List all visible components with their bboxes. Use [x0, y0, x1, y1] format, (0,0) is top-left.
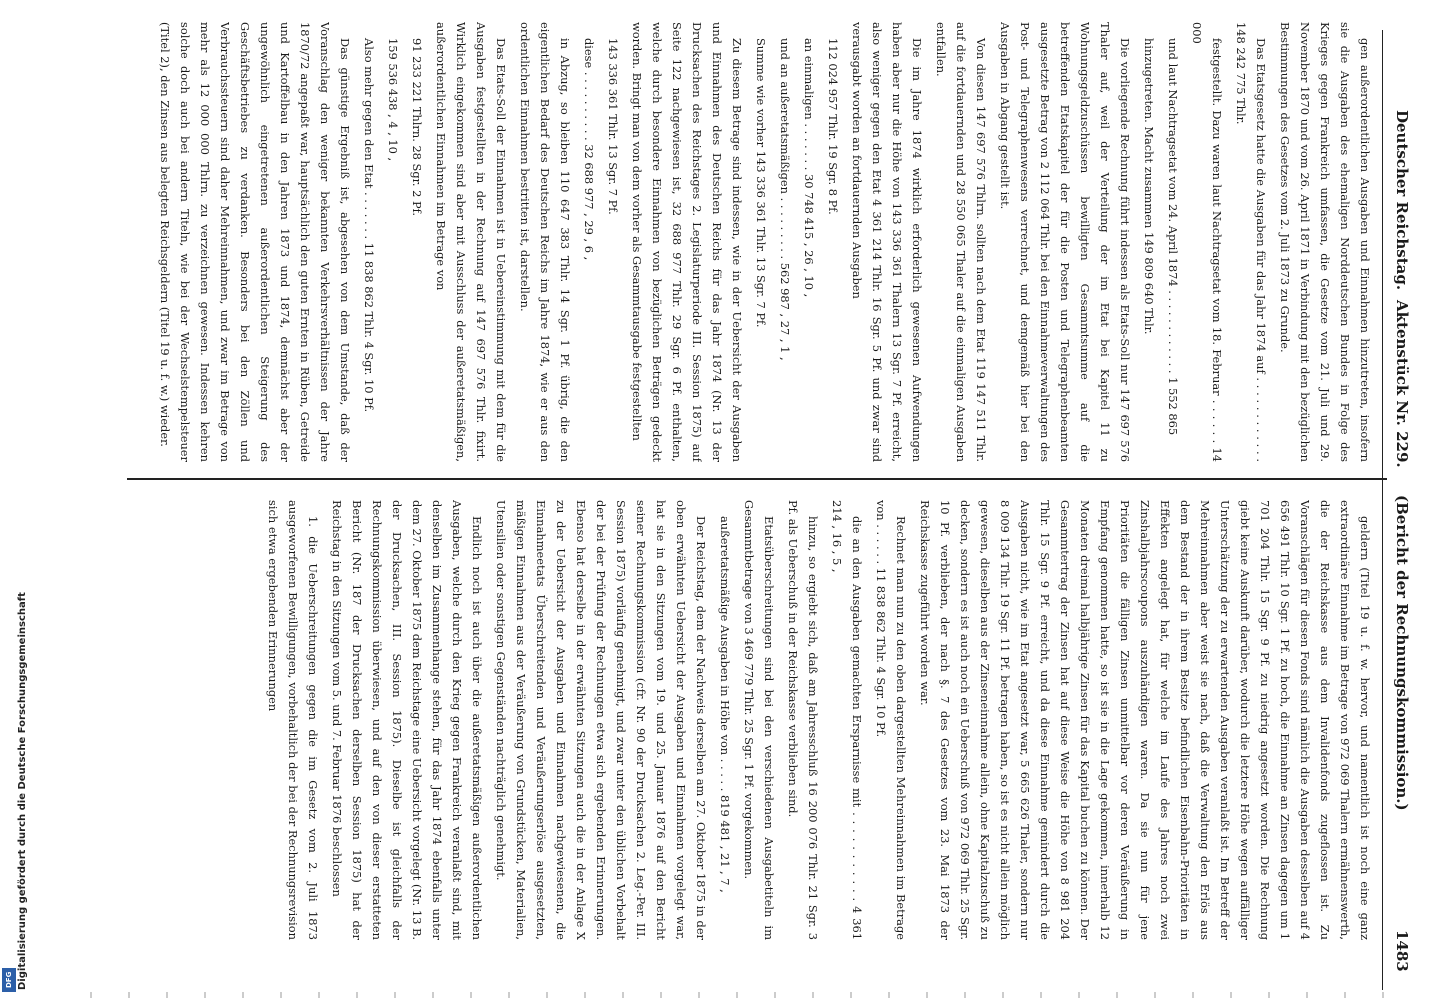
- paragraph: 1. die Ueberschreitungen gegen die im Gesetz vom 2. Juli 1873 ausgeworfenen Bewilligungen, vorbehaltlich der bei der Rechnungsrevision sich etwa ergebenden Erinnerungen: [266, 500, 320, 940]
- header-issue-number: Aktenstück Nr. 229.: [1393, 300, 1411, 468]
- paragraph: außeretatsmäßige Ausgaben in Höhe von . . . . . 819 481 , 21 , 7 ,: [718, 516, 732, 893]
- paragraph: Etatsüberschreitungen sind bei den verschiedenen Ausgabetiteln im Gesammtbetrage von 3 469 779 Thlr. 25 Sgr. 1 Pf. vorgekommen.: [742, 500, 776, 940]
- paragraph: 112 024 957 Thlr. 19 Sgr. 8 Pf.: [826, 38, 840, 215]
- paragraph: Die vorliegende Rechnung führt indessen als Etats-Soll nur 147 697 576 Thaler auf, weil der Verteilung der im Etat bei Kapitel 11 zu Wohnungsgeldzuschüssen bewilligten Gesammtsumme auf die betreffenden Etatskapitel der für die Posten und Telegraphenbeamten ausgesetzte Betrag von 2 112 064 Thlr. bei den Einnahmeverwaltungen des Post- und Telegraphenwesens verrechnet, und demgemäß hier bei den Ausgaben in Abgang gestellt ist.: [998, 22, 1132, 462]
- paragraph: Zu diesem Betrage sind indessen, wie in der Uebersicht der Ausgaben und Einnahmen des Deutschen Reichs für das Jahr 1874 (Nr. 13 der Drucksachen des Reichstages 2. Legislaturperiode III. Session 1875) auf Seite 122 nachgewiesen ist, 32 688 977 Thlr. 29 Sgr. 6 Pf. enthalten, welche durch besondere Einnahmen von bezüglichen Beträgen gedeckt worden. Bringt man von dem vorher als Gesammtausgabe festgestellten: [630, 22, 744, 462]
- paragraph: die an den Ausgaben gemachten Ersparnisse mit . . . . . . . . . . . 4 361 214 , 16 , 5 ,: [830, 500, 864, 940]
- header-rule: [1382, 30, 1383, 990]
- paragraph: Rechnet man nun zu den oben dargestellten Mehreinnahmen im Betrage von . . . . . . 11 838 862 Thlr. 4 Sgr. 10 Pf.: [874, 500, 908, 940]
- paragraph: Summe wie vorher 143 336 361 Thlr. 13 Sgr. 7 Pf.: [754, 38, 768, 328]
- paragraph: Endlich noch ist auch über die außeretatsmäßigen außerordentlichen Ausgaben, welche durch den Krieg gegen Frankreich veranlaßt sind, mit denselben im Zusammenhange stehen, für das Jahr 1874 ebenfalls unter dem 27. Oktober 1875 dem Reichstage eine Uebersicht vorgelegt (Nr. 13 B. der Drucksachen, III. Session 1875). Dieselbe ist gleichfalls der Rechnungskommission überwiesen, und auf den von dieser erstatteten Bericht (Nr. 187 der Drucksachen derselben Session 1875) hat der Reichstag in den Sitzungen vom 5. und 7. Februar 1876 beschlossen: [330, 500, 484, 940]
- right-column: [125, 500, 1375, 940]
- paragraph: Das Etats-Soll der Einnahmen ist in Uebereinstimmung mit dem für die Ausgaben festgestellten in der Rechnung auf 147 697 576 Thlr. fixirt. Wirklich eingekommen sind aber mit Ausschluss der außeretatsmäßigen, außerordentlichen Einnahmen im Betrage von: [434, 22, 508, 462]
- paragraph: 159 536 438 , 4 , 10 ,: [386, 38, 400, 162]
- page-inner: [112, 0, 1417, 1000]
- running-header: [1385, 0, 1411, 1000]
- dfg-logo: DFG: [2, 968, 16, 992]
- header-right-title: (Bericht der Rechnungskommission.): [1393, 495, 1411, 811]
- digitization-credit-text: Digitalisierung gefördert durch die Deutsche Forschungsgemeinschaft: [17, 592, 28, 990]
- paragraph: Das günstige Ergebniß ist, abgesehen von dem Umstande, daß der Voranschlag den weniger bekannten Verkehrsverhältnissen der Jahre 1870/72 angepaßt war, hauptsächlich den guten Ernten in Rüben, Getreide und Kartoffelbau in den Jahren 1873 und 1874, demnächst aber der ungewöhnlich eingetretenen außerordentlichen Steigerung des Geschäftsbetriebes zu verdanken. Besonders bei den Zöllen und Verbrauchssteuern sind daher Mehreinnahmen, und zwar im Betrage von mehr als 12 000 000 Thlrn. zu verzeichnen gewesen. Indessen kehren solche doch auch bei andern Titeln, wie bei der Wechselstempelsteuer (Titel 2), den Zinsen aus belegten Reichsgeldern (Titel 19 u. f. w.) wieder.: [158, 22, 352, 462]
- column-divider: [127, 478, 1387, 480]
- paragraph: 91 233 221 Thlrn. 28 Sgr. 2 Pf.: [410, 38, 424, 217]
- paragraph: diese . . . . . . . . . . 32 688 977 , 29 , 6 ,: [582, 38, 596, 261]
- paragraph: an einmaligen . . . . . . . 30 748 415 , 26 , 10 ,: [802, 38, 816, 298]
- paragraph: Die im Jahre 1874 wirklich erforderlich gewesenen Aufwendungen haben aber nur die Höhe von 143 336 361 Thalern 13 Sgr. 7 Pf. erreicht, also weniger gegen den Etat 4 361 214 Thlr. 16 Sgr. 5 Pf. und zwar sind verausgabt worden an fortdauernden Ausgaben: [850, 22, 924, 462]
- paragraph: in Abzug, so bleiben 110 647 383 Thlr. 14 Sgr. 1 Pf. übrig, die den eigentlichen Bedarf des Deutschen Reichs im Jahre 1874, wie er aus den ordentlichen Einnahmen bestritten ist, darstellen.: [518, 22, 572, 462]
- paragraph: gen außerordentlichen Ausgaben und Einnahmen hinzutreten, insofern sie die Ausgaben des ehemaligen Norddeutschen Bundes in Folge des Krieges gegen Frankreich umfassen, die Gesetze vom 21. Juli und 29. November 1870 und vom 26. April 1871 in Verbindung mit den bezüglichen Bestimmungen des Gesetzes vom 2. Juli 1873 zu Grunde.: [1278, 22, 1372, 462]
- rotated-page: [112, 0, 1417, 1000]
- paragraph: Von diesen 147 697 576 Thlrn. sollten nach dem Etat 119 147 511 Thlr. auf die fortdauernden und 28 550 065 Thaler auf die einmaligen Ausgaben entfallen.: [934, 22, 988, 462]
- paragraph: 143 336 361 Thlr. 13 Sgr. 7 Pf.: [606, 38, 620, 215]
- paragraph: und laut Nachtragsetat vom 24. April 1874 . . . . . . . . . . . . 1 552 865: [1166, 38, 1180, 436]
- paragraph: und an außeretatsmäßigen . . . . . . . . . 562 987 , 27 , 1 ,: [778, 38, 792, 361]
- paragraph: Das Etatsgesetz hatte die Ausgaben für das Jahr 1874 auf . . . . . . . . . . . . 148 242 775 Thlr.: [1234, 22, 1268, 462]
- paragraph: hinzu, so ergiebt sich, daß am Jahresschluß 16 200 076 Thlr. 21 Sgr. 3 Pf. als Ueberschuß in der Reichskasse verblieben sind.: [786, 500, 820, 940]
- paragraph: Der Reichstag, dem der Nachweis derselben am 27. Oktober 1875 in der oben erwähnten Uebersicht der Ausgaben und Einnahmen vorgelegt war, hat sie in den Sitzungen vom 19. und 25. Januar 1876 auf den Bericht seiner Rechnungskommission (cfr. Nr. 90 der Drucksachen 2. Leg.-Per. III. Session 1875) vorläufig genehmigt, und zwar unter den üblichen Vorbehalt der bei der Prüfung der Rechnungen etwa sich ergebenden Erinnerungen. Ebenso hat derselbe in der erwähnten Sitzungen auch die in der Anlage X zu der Uebersicht der Ausgaben und Einnahmen nachgewiesenen, die Einnahmeetats Überschreitenden und Veräußerungserlöse ausgesetzten, mäßigen Einnahmen aus der Veräußerung von Grundstücken, Materialien, Utensilien oder sonstigen Gegenständen nachträglich genehmigt.: [494, 500, 708, 940]
- page-number: 1483: [1393, 930, 1411, 972]
- paragraph: geldern (Titel 19 u. f. w. hervor, und namentlich ist noch eine ganz extraordinäre Einnahme im Betrage von 972 069 Thalern ermähnenswerth, die der Reichskasse aus dem Invalidenfonds zugeflossen ist. Zu Voranschlägen für diesen Fonds sind nämlich die Ausgaben desselben auf 4 656 491 Thlr. 10 Sgr. 1 Pf. zu hoch, die Einnahme an Zinsen dagegen um 1 701 204 Thlr. 15 Sgr. 9 Pf. zu niedrig angesetzt worden. Die Rechnung giebt keine Auskunft darüber, wodurch die letztere Höhe wegen auffälliger Unterschätzung der zu erwartenden Ausgaben veranlaßt ist. Im Betreff der Mehreinnahmen aber weist sie nach, daß die Verwaltung den Erlös aus dem Bestand der in ihrem Besitze befindlichen Eisenbahn-Prioritäten in Effekten angelegt hat, für welche im Laufe des Jahres noch zwei Zinshalbjahrscoupons auszuhändigen waren. Da sie nun für jene Prioritäten die fälligen Zinsen unmittelbar vor deren Veräußerung in Empfang genommen hatte, so ist sie in die Lage gekommen, innerhalb 12 Monaten dreimal halbjährige Zinsen für das Kapital buchen zu können. Der Gesammtertrag der Zinsen hat auf diese Weise die Höhe von 8 981 204 Thlr. 15 Sgr. 9 Pf. erreicht, und da diese Einnahme gemindert durch die Ausgaben nicht, wie im Etat angesetzt war, 5 665 626 Thaler, sondern nur 8 009 134 Thlr. 19 Sgr. 11 Pf. betragen haben, so ist es nicht allein möglich gewesen, dieselben aus der Zinseneinnahme allein, ohne Kapitalzuschuß zu decken, sondern es ist auch noch ein Ueberschuß von 972 069 Thlr. 25 Sgr. 10 Pf. verblieben, der nach §. 7 des Gesetzes vom 23. Mai 1873 der Reichskasse zugeführt worden war.: [918, 500, 1372, 940]
- paragraph: hinzugetreten. Macht zusammen 149 809 640 Thlr.: [1142, 38, 1156, 335]
- header-left-title: Deutscher Reichstag.: [1393, 110, 1411, 291]
- digitization-credit: [4, 130, 28, 990]
- paragraph: festgestellt. Dazu waren laut Nachtragsetat vom 18. Februar . . . . . . 14 000: [1190, 22, 1224, 462]
- left-column: [125, 22, 1375, 462]
- paragraph: Also mehr gegen den Etat . . . . . . . 11 838 862 Thlr. 4 Sgr. 10 Pf.: [362, 38, 376, 413]
